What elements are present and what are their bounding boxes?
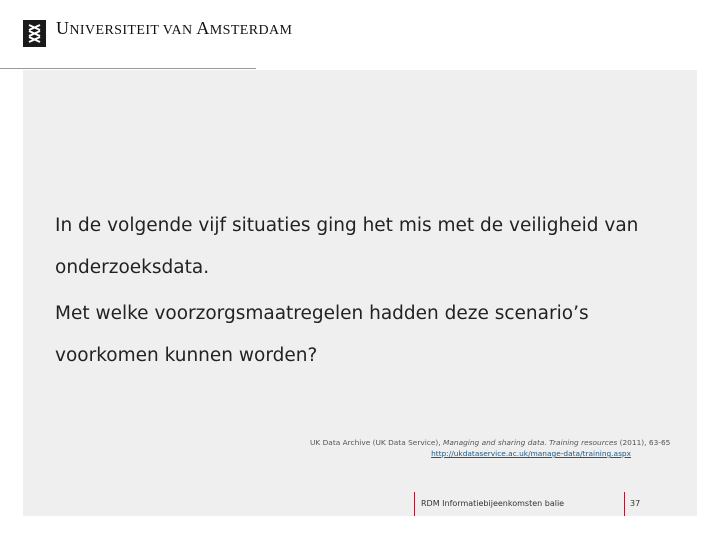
citation-link[interactable]: http://ukdataservice.ac.uk/manage-data/training.aspx	[431, 449, 631, 458]
paragraph-situations: In de volgende vijf situaties ging het mis met de veiligheid van onderzoeksdata.	[55, 215, 639, 278]
citation-year-pages: (2011), 63-65	[619, 438, 671, 447]
uva-logo-icon	[23, 20, 46, 47]
citation-title: Managing and sharing data. Training resources	[443, 438, 618, 447]
university-name: UNIVERSITEIT VAN AMSTERDAM	[56, 18, 293, 38]
header-rule	[0, 68, 256, 69]
page-number: 37	[630, 499, 641, 508]
paragraph-question: Met welke voorzorgsmaatregelen hadden deze scenario’s voorkomen kunnen worden?	[55, 303, 589, 366]
footer-divider-right	[624, 492, 625, 516]
slide-body	[55, 205, 675, 381]
citation-source: UK Data Archive (UK Data Service),	[310, 438, 441, 447]
citation-line	[310, 437, 671, 448]
footer-divider-left	[414, 492, 415, 516]
citation	[310, 437, 671, 459]
header	[0, 0, 720, 70]
footer-label: RDM Informatiebijeenkomsten balie	[421, 499, 565, 508]
